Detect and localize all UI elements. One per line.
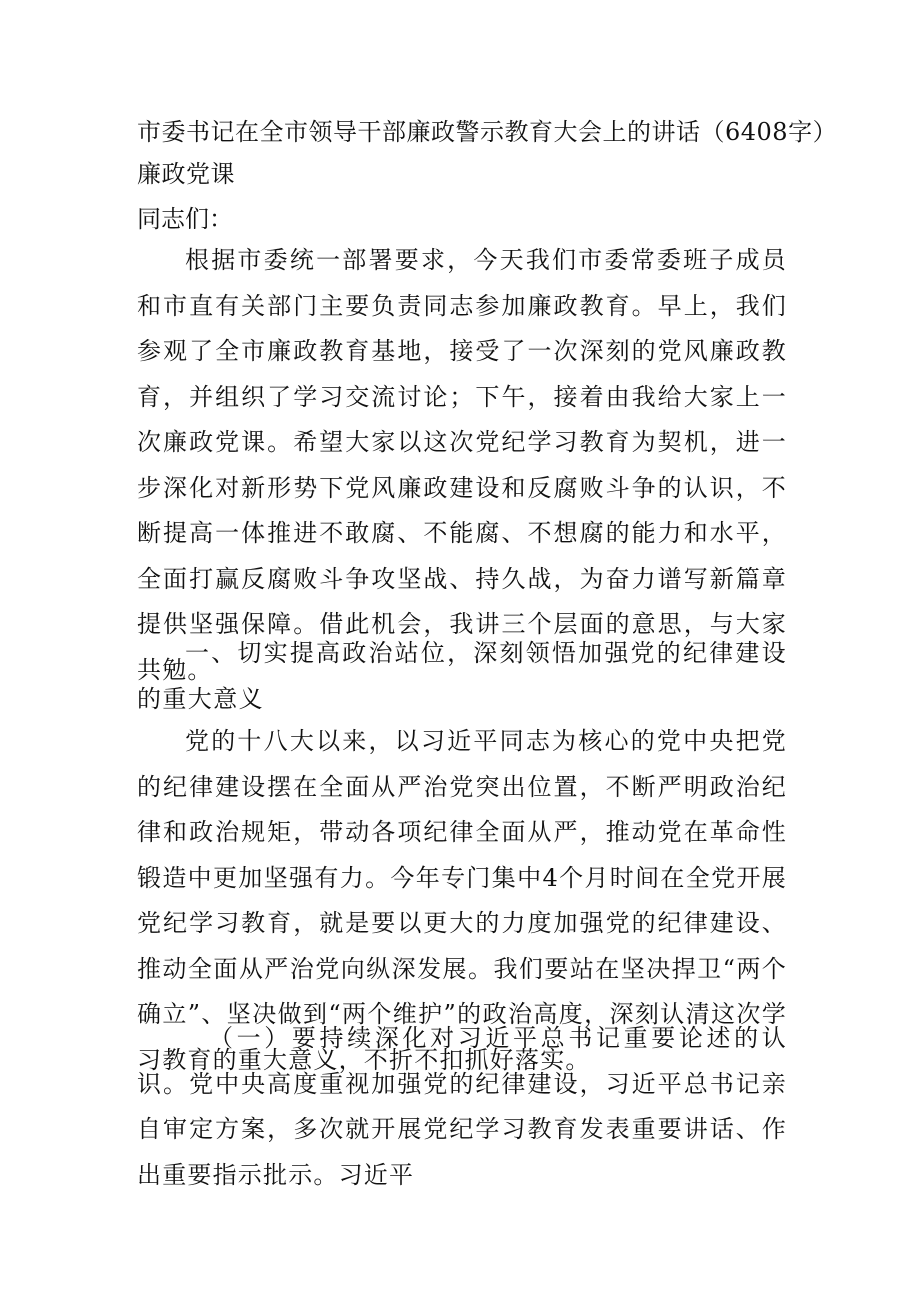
salutation: 同志们： xyxy=(137,205,233,233)
paragraph-intro: 根据市委统一部署要求，今天我们市委常委班子成员和市直有关部门主要负责同志参加廉政教育。早上，我们参观了全市廉政教育基地，接受了一次深刻的党风廉政教育，并组织了学习交流讨论；下午，接着由我给大家上一次廉政党课。希望大家以这次党纪学习教育为契机，进一步深化对新形势下党风廉政建设和反腐败斗争的认识，不断提高一体推进不敢腐、不能腐、不想腐的能力和水平，全面打赢反腐败斗争攻坚战、持久战，为奋力谱写新篇章提供坚强保障。借此机会，我讲三个层面的意思，与大家共勉。 xyxy=(137,246,787,684)
section-heading-1: 一、切实提高政治站位，深刻领悟加强党的纪律建设的重大意义 xyxy=(137,639,787,713)
document-subtitle: 廉政党课 xyxy=(137,160,235,188)
paragraph-section-1: 党的十八大以来，以习近平同志为核心的党中央把党的纪律建设摆在全面从严治党突出位置，不断严明政治纪律和政治规矩，带动各项纪律全面从严，推动党在革命性锻造中更加坚强有力。今年专门集中4个月时间在全党开展党纪学习教育，就是要以更大的力度加强党的纪律建设、推动全面从严治党向纵深发展。我们要站在坚决捍卫“两个确立”、坚决做到“两个维护”的政治高度，深刻认清这次学习教育的重大意义，不折不扣抓好落实。 xyxy=(137,727,787,1074)
paragraph-subsection-1: （一）要持续深化对习近平总书记重要论述的认识。党中央高度重视加强党的纪律建设，习近平总书记亲自审定方案，多次就开展党纪学习教育发表重要讲话、作出重要指示批示。习近平 xyxy=(137,1024,787,1189)
document-title: 市委书记在全市领导干部廉政警示教育大会上的讲话（6408字） xyxy=(137,118,838,146)
